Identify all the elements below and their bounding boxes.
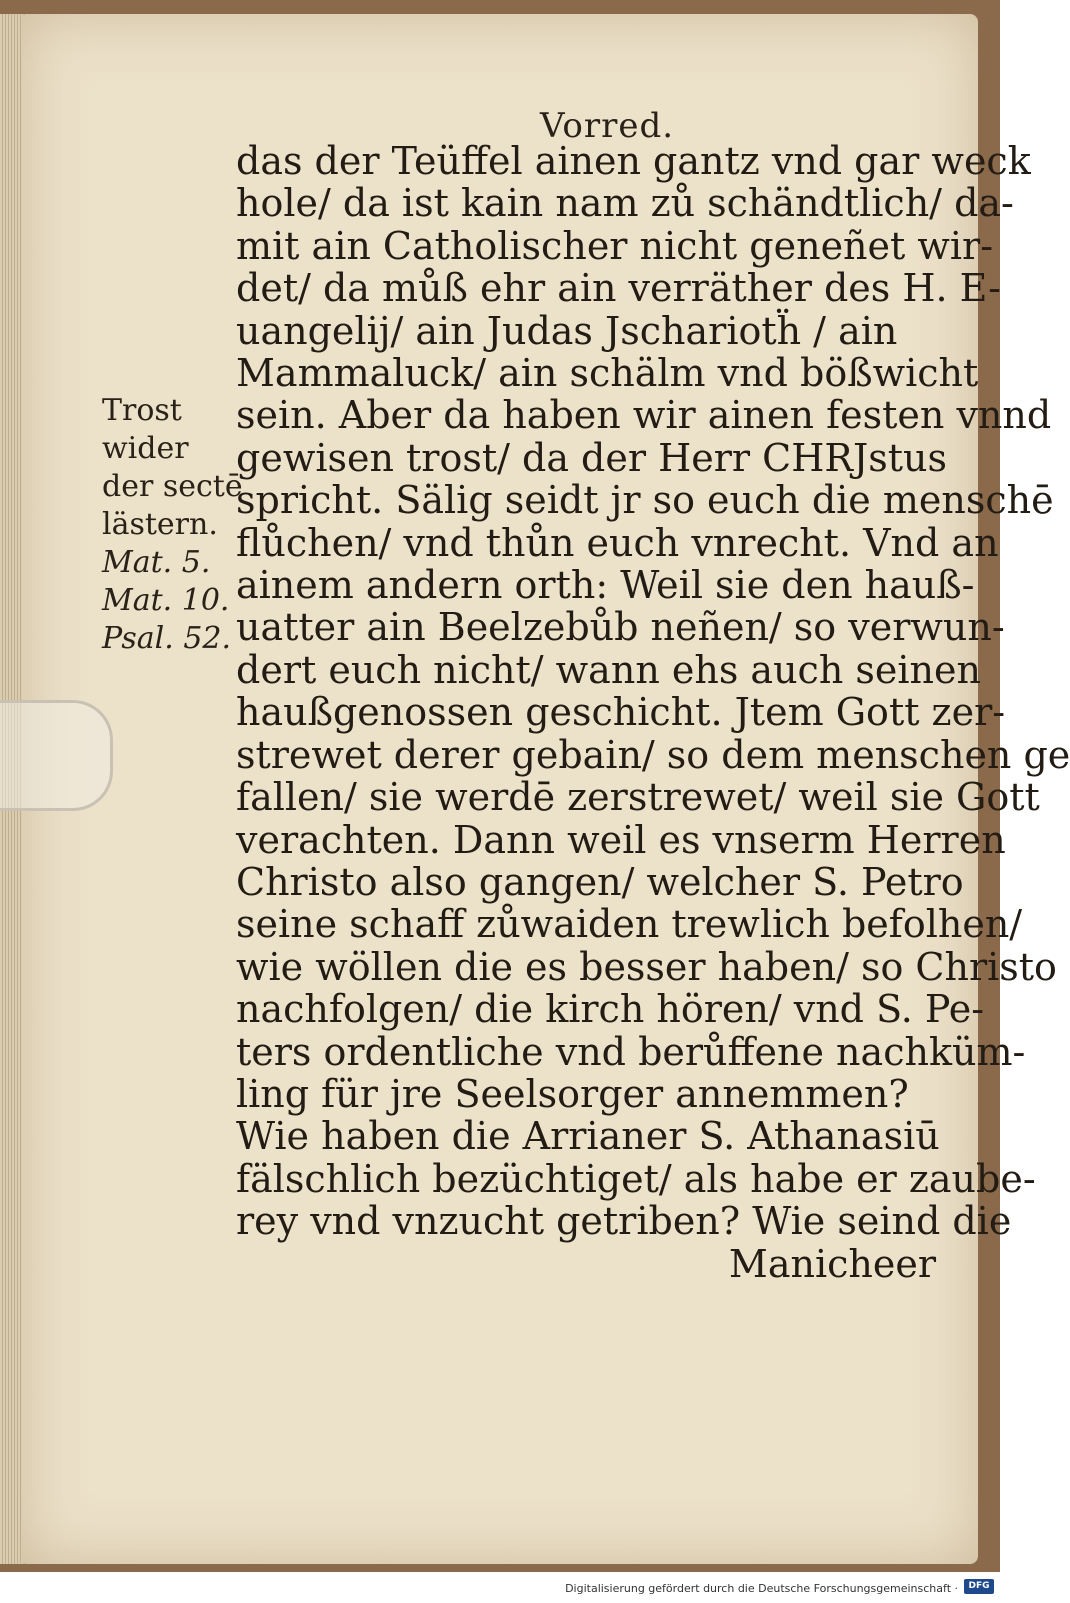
body-text <box>236 139 1070 1286</box>
text-line: Wie haben die Arrianer S. Athanasiū <box>236 1114 940 1159</box>
text-line: nachfolgen/ die kirch hören/ vnd S. Pe- <box>236 987 985 1032</box>
text-line: dert euch nicht/ wann ehs auch seinen <box>236 647 981 692</box>
text-line: seine schaff zůwaiden trewlich befolhen/ <box>236 902 1023 947</box>
margin-reference: Mat. 5. <box>102 545 211 580</box>
margin-note: wider <box>102 431 189 466</box>
text-line: rey vnd vnzucht getriben? Wie seind die <box>236 1199 1012 1244</box>
text-line: sein. Aber da haben wir ainen festen vnnd <box>236 393 1052 438</box>
margin-notes <box>102 392 243 658</box>
text-line: uangelij/ ain Judas Jschariotḧ / ain <box>236 308 898 353</box>
running-head: Vorred. <box>540 106 675 146</box>
text-line: Christo also gangen/ welcher S. Petro <box>236 859 964 904</box>
margin-note: der sectē <box>102 469 243 504</box>
text-line: det/ da můß ehr ain verräther des H. E- <box>236 266 1001 311</box>
text-line: spricht. Sälig seidt jr so euch die menschē <box>236 478 1054 523</box>
footer-credit: Digitalisierung gefördert durch die Deutsche Forschungsgemeinschaft · <box>565 1582 958 1595</box>
text-line: fälschlich bezüchtiget/ als habe er zaube- <box>236 1156 1036 1201</box>
text-line: uatter ain Beelzebůb neñen/ so verwun- <box>236 605 1005 650</box>
text-line: wie wöllen die es besser haben/ so Christo <box>236 944 1057 989</box>
text-line: ters ordentliche vnd berůffene nachküm- <box>236 1029 1026 1074</box>
text-line: ainem andern orth: Weil sie den hauß- <box>236 563 975 608</box>
text-line: mit ain Catholischer nicht geneñet wir- <box>236 223 994 268</box>
text-line: Mammaluck/ ain schälm vnd bößwicht <box>236 351 979 396</box>
text-line: verachten. Dann weil es vnserm Herren <box>236 817 1006 862</box>
text-line: strewet derer gebain/ so dem menschen ge <box>236 732 1070 777</box>
margin-reference: Mat. 10. <box>102 583 230 618</box>
dfg-logo: DFG <box>964 1579 994 1594</box>
text-line: haußgenossen geschicht. Jtem Gott zer- <box>236 690 1006 735</box>
text-line: fallen/ sie werdē zerstrewet/ weil sie Gott <box>236 775 1040 820</box>
text-line: flůchen/ vnd thůn euch vnrecht. Vnd an <box>236 520 999 565</box>
margin-note: Trost <box>102 393 182 428</box>
text-line: gewisen trost/ da der Herr CHRJstus <box>236 435 947 480</box>
text-line: hole/ da ist kain nam zů schändtlich/ da- <box>236 181 1014 226</box>
margin-reference: Psal. 52. <box>102 621 232 656</box>
paper-clip <box>0 700 113 811</box>
text-line: ling für jre Seelsorger annemmen? <box>236 1071 909 1116</box>
catchword: Manicheer <box>728 1241 936 1286</box>
text-line: das der Teüffel ainen gantz vnd gar weck <box>236 139 1031 183</box>
margin-note: lästern. <box>102 507 218 542</box>
